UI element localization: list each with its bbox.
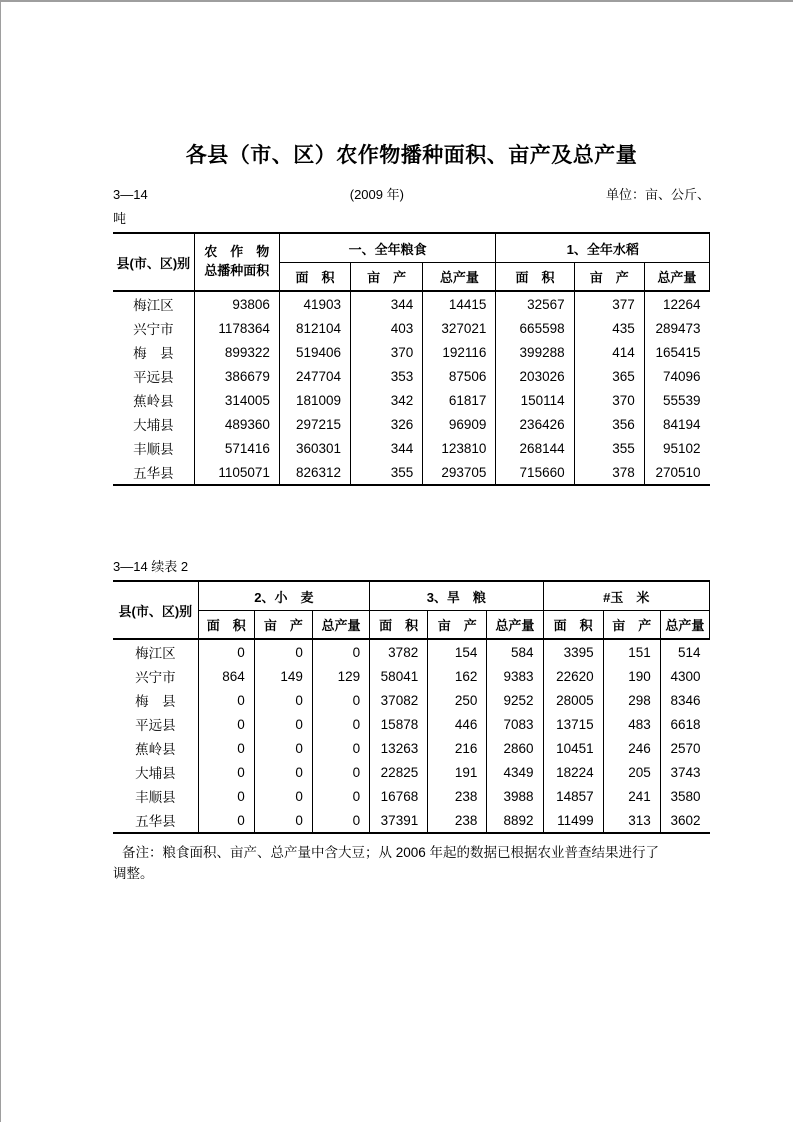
value-cell: 0: [198, 688, 254, 712]
value-cell: 93806: [194, 291, 279, 316]
subheader-drygrain-area: 面 积: [370, 611, 428, 640]
value-cell: 297215: [279, 412, 350, 436]
value-cell: 0: [198, 760, 254, 784]
value-cell: 41903: [279, 291, 350, 316]
value-cell: 0: [312, 736, 369, 760]
value-cell: 192116: [423, 340, 496, 364]
value-cell: 0: [312, 639, 369, 664]
value-cell: 37082: [370, 688, 428, 712]
value-cell: 0: [254, 760, 312, 784]
subheader-grain-output: 总产量: [423, 263, 496, 292]
region-cell: 大埔县: [133, 418, 174, 434]
value-cell: 370: [574, 388, 644, 412]
table-row: [113, 340, 710, 364]
value-cell: 326: [351, 412, 423, 436]
region-cell: 丰顺县: [135, 790, 176, 806]
region-cell: 兴宁市: [133, 322, 174, 338]
value-cell: 0: [312, 784, 369, 808]
value-cell: 715660: [496, 460, 574, 485]
table-row: [113, 412, 710, 436]
value-cell: 353: [351, 364, 423, 388]
group-header-wheat: 2、小 麦: [198, 581, 369, 611]
col-header-total-line1: 农 作 物: [204, 244, 270, 260]
sub-header-row: [113, 611, 710, 640]
value-cell: 2570: [660, 736, 709, 760]
value-cell: 8346: [660, 688, 709, 712]
value-cell: 162: [428, 664, 487, 688]
group-header-annual-grain: 一、全年粮食: [279, 233, 496, 263]
table-header: [113, 581, 710, 639]
region-cell: 梅 县: [135, 694, 176, 710]
value-cell: 864: [198, 664, 254, 688]
crops-table-main: [113, 232, 710, 486]
value-cell: 14857: [543, 784, 603, 808]
value-cell: 270510: [644, 460, 709, 485]
unit-label: 单位：亩、公斤、: [605, 187, 710, 203]
value-cell: 2860: [487, 736, 543, 760]
value-cell: 18224: [543, 760, 603, 784]
value-cell: 3988: [487, 784, 543, 808]
value-cell: 899322: [194, 340, 279, 364]
value-cell: 1105071: [194, 460, 279, 485]
value-cell: 355: [351, 460, 423, 485]
group-header-dry-grain: 3、旱 粮: [370, 581, 543, 611]
table-row: [113, 784, 710, 808]
region-cell: 丰顺县: [133, 442, 174, 458]
unit-overflow: 吨: [113, 211, 127, 227]
value-cell: 9252: [487, 688, 543, 712]
value-cell: 293705: [423, 460, 496, 485]
table-row: [113, 388, 710, 412]
table-row: [113, 664, 710, 688]
col-header-total-sown-area: [194, 233, 279, 291]
value-cell: 313: [603, 808, 660, 833]
group-header-row: [113, 233, 710, 263]
subheader-rice-yield: 亩 产: [574, 263, 644, 292]
value-cell: 247704: [279, 364, 350, 388]
value-cell: 151: [603, 639, 660, 664]
subheader-grain-area: 面 积: [279, 263, 350, 292]
value-cell: 13715: [543, 712, 603, 736]
value-cell: 205: [603, 760, 660, 784]
subheader-rice-area: 面 积: [496, 263, 574, 292]
value-cell: 95102: [644, 436, 709, 460]
subheader-wheat-output: 总产量: [312, 611, 369, 640]
value-cell: 16768: [370, 784, 428, 808]
value-cell: 1178364: [194, 316, 279, 340]
col-header-region: 县(市、区)别: [118, 603, 193, 619]
table-row: [113, 760, 710, 784]
value-cell: 74096: [644, 364, 709, 388]
region-cell: 兴宁市: [135, 670, 176, 686]
value-cell: 123810: [423, 436, 496, 460]
group-header-corn: #玉 米: [543, 581, 709, 611]
col-header-total-line2: 总播种面积: [204, 263, 270, 279]
subheader-corn-area: 面 积: [543, 611, 603, 640]
subheader-rice-output: 总产量: [644, 263, 709, 292]
region-cell: 大埔县: [135, 766, 176, 782]
region-cell: 五华县: [133, 466, 174, 482]
value-cell: 13263: [370, 736, 428, 760]
value-cell: 0: [198, 784, 254, 808]
value-cell: 11499: [543, 808, 603, 833]
value-cell: 519406: [279, 340, 350, 364]
value-cell: 4300: [660, 664, 709, 688]
subheader-grain-yield: 亩 产: [351, 263, 423, 292]
value-cell: 0: [254, 712, 312, 736]
value-cell: 84194: [644, 412, 709, 436]
subheader-drygrain-yield: 亩 产: [428, 611, 487, 640]
value-cell: 61817: [423, 388, 496, 412]
value-cell: 0: [254, 639, 312, 664]
value-cell: 378: [574, 460, 644, 485]
year-label: (2009 年): [349, 187, 404, 203]
value-cell: 0: [198, 639, 254, 664]
value-cell: 22620: [543, 664, 603, 688]
value-cell: 55539: [644, 388, 709, 412]
value-cell: 236426: [496, 412, 574, 436]
value-cell: 571416: [194, 436, 279, 460]
footnote-line2: 调整。: [113, 866, 154, 882]
table-row: [113, 736, 710, 760]
table-row: [113, 364, 710, 388]
value-cell: 489360: [194, 412, 279, 436]
value-cell: 665598: [496, 316, 574, 340]
table-body: [113, 291, 710, 485]
table-row: [113, 291, 710, 316]
value-cell: 3580: [660, 784, 709, 808]
table-row: [113, 316, 710, 340]
continuation-label: 3—14 续表 2: [113, 559, 189, 575]
value-cell: 0: [254, 688, 312, 712]
value-cell: 238: [428, 808, 487, 833]
value-cell: 8892: [487, 808, 543, 833]
value-cell: 129: [312, 664, 369, 688]
region-cell: 五华县: [135, 814, 176, 830]
table-row: [113, 712, 710, 736]
value-cell: 6618: [660, 712, 709, 736]
value-cell: 812104: [279, 316, 350, 340]
col-header-region: 县(市、区)别: [116, 255, 191, 271]
value-cell: 0: [254, 736, 312, 760]
value-cell: 150114: [496, 388, 574, 412]
table-row: [113, 460, 710, 485]
value-cell: 298: [603, 688, 660, 712]
value-cell: 0: [198, 808, 254, 833]
value-cell: 356: [574, 412, 644, 436]
value-cell: 514: [660, 639, 709, 664]
value-cell: 314005: [194, 388, 279, 412]
value-cell: 241: [603, 784, 660, 808]
value-cell: 0: [312, 712, 369, 736]
value-cell: 483: [603, 712, 660, 736]
value-cell: 12264: [644, 291, 709, 316]
value-cell: 9383: [487, 664, 543, 688]
table-row: [113, 688, 710, 712]
subheader-corn-output: 总产量: [660, 611, 709, 640]
value-cell: 203026: [496, 364, 574, 388]
group-header-annual-rice: 1、全年水稻: [496, 233, 710, 263]
value-cell: 58041: [370, 664, 428, 688]
subheader-wheat-yield: 亩 产: [254, 611, 312, 640]
value-cell: 826312: [279, 460, 350, 485]
page-content: [113, 2, 710, 885]
value-cell: 370: [351, 340, 423, 364]
value-cell: 7083: [487, 712, 543, 736]
value-cell: 238: [428, 784, 487, 808]
region-cell: 梅 县: [133, 346, 174, 362]
value-cell: 216: [428, 736, 487, 760]
value-cell: 246: [603, 736, 660, 760]
value-cell: 22825: [370, 760, 428, 784]
subheader-corn-yield: 亩 产: [603, 611, 660, 640]
value-cell: 268144: [496, 436, 574, 460]
value-cell: 584: [487, 639, 543, 664]
value-cell: 15878: [370, 712, 428, 736]
value-cell: 165415: [644, 340, 709, 364]
value-cell: 28005: [543, 688, 603, 712]
value-cell: 3782: [370, 639, 428, 664]
value-cell: 414: [574, 340, 644, 364]
region-cell: 蕉岭县: [133, 394, 174, 410]
value-cell: 344: [351, 291, 423, 316]
value-cell: 399288: [496, 340, 574, 364]
value-cell: 87506: [423, 364, 496, 388]
footnote: [113, 843, 710, 885]
value-cell: 327021: [423, 316, 496, 340]
value-cell: 0: [312, 760, 369, 784]
table-row: [113, 639, 710, 664]
value-cell: 37391: [370, 808, 428, 833]
value-cell: 190: [603, 664, 660, 688]
value-cell: 181009: [279, 388, 350, 412]
value-cell: 191: [428, 760, 487, 784]
footnote-line1: 备注：粮食面积、亩产、总产量中含大豆；从 2006 年起的数据已根据农业普查结果进行了: [122, 845, 660, 861]
page-title: 各县（市、区）农作物播种面积、亩产及总产量: [185, 144, 638, 167]
value-cell: 32567: [496, 291, 574, 316]
value-cell: 0: [198, 712, 254, 736]
value-cell: 342: [351, 388, 423, 412]
region-cell: 平远县: [135, 718, 176, 734]
value-cell: 344: [351, 436, 423, 460]
value-cell: 360301: [279, 436, 350, 460]
value-cell: 3395: [543, 639, 603, 664]
value-cell: 149: [254, 664, 312, 688]
value-cell: 0: [198, 736, 254, 760]
value-cell: 365: [574, 364, 644, 388]
value-cell: 289473: [644, 316, 709, 340]
value-cell: 435: [574, 316, 644, 340]
value-cell: 3743: [660, 760, 709, 784]
value-cell: 355: [574, 436, 644, 460]
crops-table-continued: [113, 580, 710, 834]
region-cell: 平远县: [133, 370, 174, 386]
subheader-wheat-area: 面 积: [198, 611, 254, 640]
region-cell: 蕉岭县: [135, 742, 176, 758]
meta-row: [113, 184, 710, 203]
value-cell: 250: [428, 688, 487, 712]
value-cell: 0: [254, 784, 312, 808]
table-header: [113, 233, 710, 291]
value-cell: 446: [428, 712, 487, 736]
table-row: [113, 808, 710, 833]
value-cell: 154: [428, 639, 487, 664]
value-cell: 386679: [194, 364, 279, 388]
value-cell: 0: [312, 688, 369, 712]
value-cell: 10451: [543, 736, 603, 760]
table-row: [113, 436, 710, 460]
value-cell: 96909: [423, 412, 496, 436]
table-body: [113, 639, 710, 833]
value-cell: 4349: [487, 760, 543, 784]
region-cell: 梅江区: [113, 639, 198, 664]
group-header-row: [113, 581, 710, 611]
value-cell: 403: [351, 316, 423, 340]
value-cell: 0: [254, 808, 312, 833]
value-cell: 0: [312, 808, 369, 833]
region-cell: 梅江区: [113, 291, 194, 316]
subheader-drygrain-output: 总产量: [487, 611, 543, 640]
table-number: 3—14: [113, 187, 148, 203]
value-cell: 377: [574, 291, 644, 316]
value-cell: 3602: [660, 808, 709, 833]
value-cell: 14415: [423, 291, 496, 316]
